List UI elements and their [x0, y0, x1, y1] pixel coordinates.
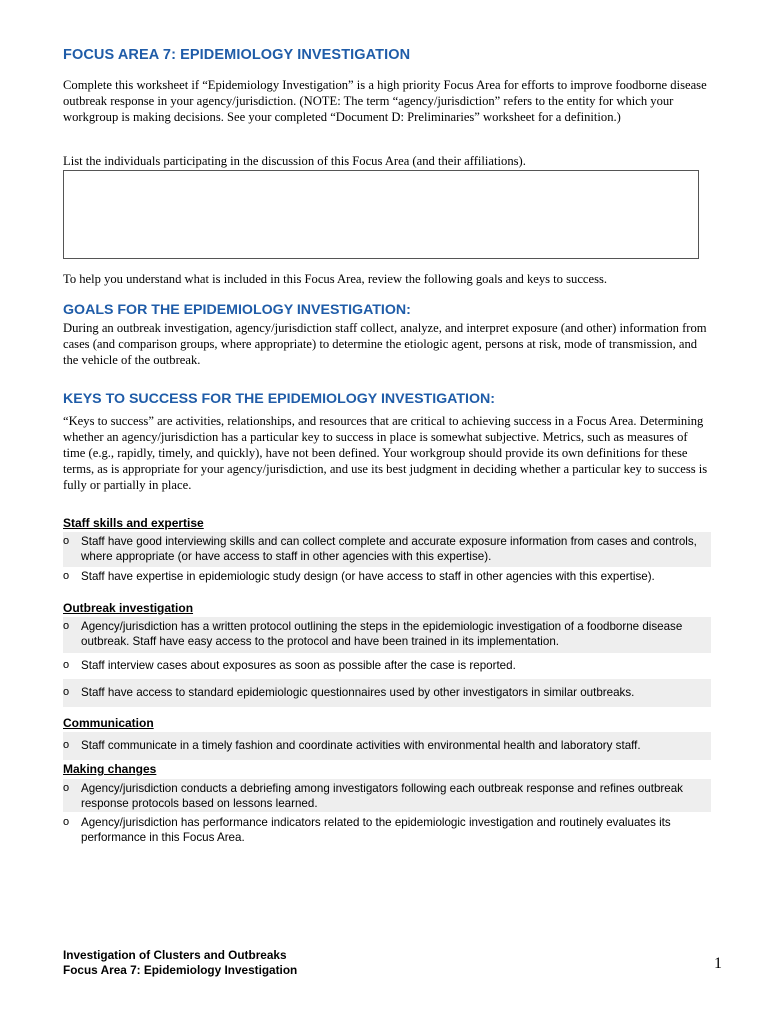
key-item-text: Agency/jurisdiction conducts a debriefing among investigators following each outbreak response and refines outbreak response protocols based on lessons learned. [81, 782, 683, 810]
page-title: FOCUS AREA 7: EPIDEMIOLOGY INVESTIGATION [63, 47, 411, 63]
review-text: To help you understand what is included in this Focus Area, review the following goals and keys to success. [63, 272, 608, 286]
section-heading-outbreak-investigation: Outbreak investigation [63, 601, 194, 615]
goals-heading: GOALS FOR THE EPIDEMIOLOGY INVESTIGATION: [63, 302, 411, 318]
section-heading-communication: Communication [63, 716, 154, 730]
keys-text: “Keys to success” are activities, relationships, and resources that are critical to achieving success in a Focus Area. Determining whether an agency/jurisdiction has a particular key to success in place is somewhat subjective. Metrics, such as measures of time (e.g., rapidly, timely, and quickly), have not been defined. Your workgroup should provide its own definitions for these terms, as is appropriate for your agency/jurisdiction, and use its best judgment in deciding whether a particular key to success is fully or partially in place. [63, 414, 708, 492]
page-footer [63, 948, 297, 978]
key-item[interactable] [63, 732, 711, 760]
key-item[interactable] [63, 813, 711, 847]
checkbox-bullet-icon[interactable]: o [63, 535, 70, 547]
key-item-text: Staff interview cases about exposures as soon as possible after the case is reported. [81, 659, 516, 672]
checkbox-bullet-icon[interactable]: o [63, 686, 70, 698]
key-item[interactable] [63, 779, 711, 812]
key-item-text: Agency/jurisdiction has a written protocol outlining the steps in the epidemiologic investigation of a foodborne disease outbreak. Staff have easy access to the protocol and have been trained in its implementation. [81, 620, 683, 648]
participants-input-box[interactable] [63, 170, 699, 259]
section-heading-staff-skills: Staff skills and expertise [63, 516, 204, 530]
key-item[interactable] [63, 655, 711, 679]
key-item-text: Staff have access to standard epidemiologic questionnaires used by other investigators in similar outbreaks. [81, 686, 635, 699]
checkbox-bullet-icon[interactable]: o [63, 570, 70, 582]
key-item[interactable] [63, 567, 711, 601]
key-item[interactable] [63, 617, 711, 653]
checkbox-bullet-icon[interactable]: o [63, 659, 70, 671]
checkbox-bullet-icon[interactable]: o [63, 620, 70, 632]
page-number: 1 [714, 955, 722, 972]
key-item-text: Staff have good interviewing skills and can collect complete and accurate exposure information from cases and controls, where appropriate (or have access to staff in other agencies with this expertise). [81, 535, 697, 563]
footer-line-1: Investigation of Clusters and Outbreaks [63, 948, 287, 962]
key-item[interactable] [63, 532, 711, 567]
intro-paragraph: Complete this worksheet if “Epidemiology Investigation” is a high priority Focus Area for efforts to improve foodborne disease outbreak response in your agency/jurisdiction. (NOTE: The term “agency/jurisdiction” refers to the entity for which your workgroup is making decisions. See your completed “Document D: Preliminaries” worksheet for a definition.) [63, 78, 707, 124]
section-heading-making-changes: Making changes [63, 762, 157, 776]
checkbox-bullet-icon[interactable]: o [63, 816, 70, 828]
checkbox-bullet-icon[interactable]: o [63, 782, 70, 794]
participants-prompt: List the individuals participating in the discussion of this Focus Area (and their affiliations). [63, 154, 526, 168]
footer-line-2: Focus Area 7: Epidemiology Investigation [63, 963, 298, 977]
participants-value [64, 171, 698, 179]
key-item-text: Staff have expertise in epidemiologic study design (or have access to staff in other agencies with this expertise). [81, 570, 655, 583]
key-item[interactable] [63, 679, 711, 707]
goals-text: During an outbreak investigation, agency/jurisdiction staff collect, analyze, and interpret exposure (and other) information from cases (and comparison groups, where appropriate) to determine the etiologic agent, persons at risk, mode of transmission, and the vehicle of the outbreak. [63, 321, 707, 367]
checkbox-bullet-icon[interactable]: o [63, 739, 70, 751]
key-item-text: Staff communicate in a timely fashion and coordinate activities with environmental health and laboratory staff. [81, 739, 641, 752]
key-item-text: Agency/jurisdiction has performance indicators related to the epidemiologic investigation and routinely evaluates its performance in this Focus Area. [81, 816, 671, 844]
keys-heading: KEYS TO SUCCESS FOR THE EPIDEMIOLOGY INVESTIGATION: [63, 391, 495, 407]
